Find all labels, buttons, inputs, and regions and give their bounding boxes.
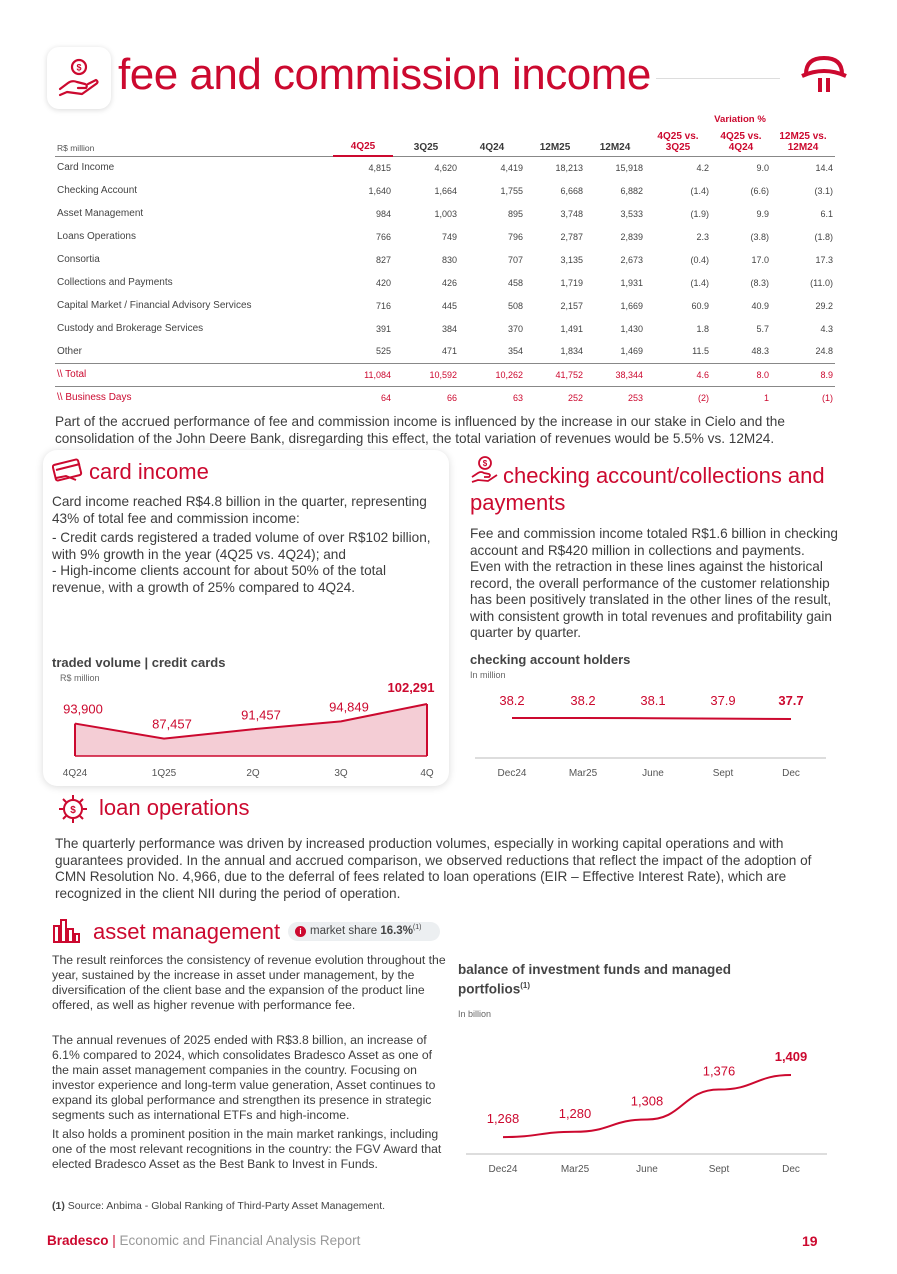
intro-text: Part of the accrued performance of fee and commission income is influenced by the increase in our stake in Cielo and the consolidation of the John Deere Bank, disregarding this effect, the total variation of revenues would be 5.5% vs. 12M24. bbox=[55, 414, 785, 446]
market-share-badge bbox=[288, 922, 440, 941]
table-cell: 6,668 bbox=[560, 185, 583, 196]
funds-chart-title-line1: balance of investment funds and managed bbox=[458, 962, 732, 977]
table-cell: 370 bbox=[507, 323, 523, 334]
table-row bbox=[55, 225, 835, 248]
checking-text: Fee and commission income totaled R$1.6 billion in checking account and R$420 million in collections and payments. Even with the retraction in these lines against the historical record, the overall performance of the customer relationship has been positively translated in the other lines of the result, with consistent growth in total revenues and profitability gain quarter by quarter. bbox=[470, 526, 838, 640]
loan-gear-icon bbox=[56, 793, 90, 825]
col-header: 4Q25 bbox=[333, 128, 393, 156]
table-cell: 471 bbox=[441, 346, 457, 357]
page-header bbox=[0, 0, 897, 110]
table-cell: 63 bbox=[512, 392, 523, 403]
table-cell: 1.8 bbox=[696, 323, 709, 334]
table-cell: 420 bbox=[375, 277, 391, 288]
svg-text:$: $ bbox=[482, 459, 488, 468]
col-header: 4Q25 vs. 4Q24 bbox=[711, 128, 771, 156]
footnote-mark: (1) bbox=[52, 1200, 65, 1212]
table-cell: 984 bbox=[375, 208, 391, 219]
table-cell: 716 bbox=[375, 300, 391, 311]
table-cell: 827 bbox=[375, 254, 391, 265]
asset-p3: It also holds a prominent position in the main market rankings, including one of the most relevant recognitions in the country: the FGV Award that elected Bradesco Asset as the Best Bank to Invest in Funds. bbox=[52, 1127, 442, 1171]
row-label: Collections and Payments bbox=[57, 277, 173, 288]
table-cell: (2) bbox=[698, 392, 709, 403]
table-cell: 4,815 bbox=[368, 163, 391, 173]
table-cell: 41,752 bbox=[525, 363, 585, 386]
table-cell: 6.1 bbox=[820, 208, 833, 219]
table-cell: 1 bbox=[763, 392, 769, 403]
page-number: 19 bbox=[802, 1233, 818, 1249]
table-cell: 4,419 bbox=[500, 162, 523, 173]
table-cell: 4.3 bbox=[820, 323, 833, 334]
table-cell: 10,262 bbox=[459, 363, 525, 386]
asset-p2: The annual revenues of 2025 ended with R$3.8 billion, an increase of 6.1% compared to 2024, which consolidates Bradesco Asset as one of the main asset management companies in the country. Focusing on investor experience and long-term value generation, Asset continues to expand its global performance and strengthen its presence in strategic segments such as international ETFs and high-income. bbox=[52, 1033, 436, 1122]
data-label: 38.2 bbox=[499, 693, 525, 708]
bradesco-logo-icon bbox=[800, 52, 848, 94]
table-cell: (1) bbox=[822, 392, 833, 403]
table-cell: 458 bbox=[507, 277, 523, 288]
table-cell: 1,669 bbox=[620, 300, 643, 311]
table-cell: 4.2 bbox=[696, 162, 709, 173]
row-label: Capital Market / Financial Advisory Services bbox=[57, 300, 252, 311]
table-row bbox=[55, 386, 835, 409]
col-header: 4Q24 bbox=[459, 128, 525, 156]
traded-volume-unit: R$ million bbox=[60, 673, 100, 683]
x-tick-label: Sept bbox=[712, 768, 734, 779]
row-label: \\ Business Days bbox=[57, 392, 132, 404]
table-cell: 3,135 bbox=[560, 254, 583, 265]
x-tick-label: 3Q bbox=[334, 768, 348, 779]
data-label: 87,457 bbox=[152, 716, 192, 732]
table-cell: 2,839 bbox=[620, 231, 643, 242]
svg-text:$: $ bbox=[70, 805, 76, 816]
data-label: 102,291 bbox=[387, 679, 435, 695]
table-cell: 9.0 bbox=[756, 162, 769, 173]
footnote bbox=[52, 1200, 385, 1212]
x-tick-label: June bbox=[636, 1164, 658, 1175]
table-row bbox=[55, 202, 835, 225]
row-label: Consortia bbox=[57, 254, 100, 265]
fee-commission-table bbox=[55, 110, 835, 409]
col-header: 12M24 bbox=[585, 128, 645, 156]
x-tick-label: 4Q24 bbox=[62, 768, 88, 779]
table-row bbox=[55, 363, 835, 386]
table-row bbox=[55, 156, 835, 179]
table-cell: 1,003 bbox=[434, 208, 457, 219]
table-cell: (3.1) bbox=[814, 185, 833, 196]
card-income-p3: - High-income clients account for about 50% of the total revenue, with a growth of 25% compared to 4Q24. bbox=[52, 563, 386, 595]
traded-volume-chart-title: traded volume | credit cards bbox=[52, 655, 226, 670]
table-cell: (11.0) bbox=[810, 277, 833, 288]
table-cell: 1,640 bbox=[368, 185, 391, 196]
table-row bbox=[55, 340, 835, 363]
x-tick-label: Dec bbox=[782, 1164, 800, 1175]
table-row bbox=[55, 317, 835, 340]
funds-chart-title-note: (1) bbox=[520, 981, 531, 990]
table-cell: 1,755 bbox=[500, 185, 523, 196]
data-label: 1,409 bbox=[774, 1049, 808, 1065]
table-cell: 796 bbox=[507, 231, 523, 242]
row-label: Asset Management bbox=[57, 208, 144, 219]
table-cell: 1,430 bbox=[620, 323, 643, 334]
x-tick-label: 2Q bbox=[246, 768, 260, 779]
table-cell: 1,491 bbox=[560, 323, 583, 334]
money-hand-icon bbox=[470, 455, 500, 485]
data-label: 37.9 bbox=[710, 693, 736, 708]
data-label: 1,280 bbox=[558, 1105, 592, 1121]
card-income-p2: - Credit cards registered a traded volume of over R$102 billion, with 9% growth in the year (4Q25 vs. 4Q24); and bbox=[52, 530, 431, 562]
data-label: 38.1 bbox=[640, 693, 666, 708]
table-cell: 354 bbox=[507, 346, 523, 357]
table-cell: 10,592 bbox=[393, 363, 459, 386]
table-cell: 66 bbox=[446, 392, 457, 403]
table-cell: 14.4 bbox=[815, 162, 833, 173]
table-cell: 40.9 bbox=[751, 300, 769, 311]
x-tick-label: June bbox=[642, 768, 664, 779]
table-cell: 830 bbox=[441, 254, 457, 265]
checking-holders-chart-title: checking account holders bbox=[470, 652, 631, 667]
col-header: 3Q25 bbox=[393, 128, 459, 156]
data-label: 1,268 bbox=[486, 1111, 520, 1127]
row-label: Custody and Brokerage Services bbox=[57, 323, 204, 334]
funds-chart-title-line2 bbox=[458, 981, 530, 997]
table-cell: 384 bbox=[441, 323, 457, 334]
table-cell: 2,673 bbox=[620, 254, 643, 265]
table-cell: 17.3 bbox=[815, 254, 833, 265]
table-cell: 60.9 bbox=[691, 300, 709, 311]
row-label: \\ Total bbox=[55, 363, 333, 386]
fee-hand-icon bbox=[47, 47, 111, 109]
table-row bbox=[55, 294, 835, 317]
unit-label: R$ million bbox=[55, 128, 333, 156]
x-tick-label: Mar25 bbox=[568, 768, 598, 779]
x-tick-label: Dec bbox=[782, 768, 800, 779]
table-cell: 2,157 bbox=[560, 300, 583, 311]
table-cell: 1,719 bbox=[560, 277, 583, 288]
data-label: 93,900 bbox=[63, 701, 103, 717]
funds-chart-unit: In billion bbox=[458, 1009, 492, 1019]
info-icon: i bbox=[295, 926, 306, 937]
loan-title: loan operations bbox=[99, 795, 250, 820]
footer-brand-name: Bradesco bbox=[47, 1233, 109, 1248]
x-tick-label: Dec24 bbox=[497, 768, 527, 779]
title-divider bbox=[656, 78, 780, 79]
series-line bbox=[512, 718, 791, 719]
table-cell: 445 bbox=[441, 300, 457, 311]
table-cell: 766 bbox=[375, 231, 391, 242]
table-cell: (6.6) bbox=[750, 185, 769, 196]
funds-chart bbox=[458, 1030, 833, 1178]
table-cell: (1.4) bbox=[690, 277, 709, 288]
table-cell: 2.3 bbox=[696, 231, 709, 242]
x-tick-label: Mar25 bbox=[560, 1164, 590, 1175]
table-cell: 6,882 bbox=[620, 185, 643, 196]
table-cell: 1,664 bbox=[434, 185, 457, 196]
page-title: fee and commission income bbox=[118, 50, 651, 99]
table-cell: 38,344 bbox=[585, 363, 645, 386]
table-cell: 5.7 bbox=[756, 323, 769, 334]
table-cell: 895 bbox=[507, 208, 523, 219]
row-label: Loans Operations bbox=[57, 231, 136, 242]
row-label: Checking Account bbox=[57, 185, 138, 196]
asset-p1: The result reinforces the consistency of revenue evolution throughout the year, sustained by the increase in asset under management, by the diversification of the client base and the expansion of the product line offered, as well as higher revenue with performance fee. bbox=[52, 953, 446, 1012]
table-cell: 8.0 bbox=[711, 363, 771, 386]
table-cell: 8.9 bbox=[771, 363, 835, 386]
footer-separator: | bbox=[108, 1233, 120, 1248]
col-header: 4Q25 vs. 3Q25 bbox=[645, 128, 711, 156]
funds-chart-title-line2-text: portfolios bbox=[458, 981, 521, 997]
table-cell: 64 bbox=[380, 392, 391, 403]
checking-title-line2: payments bbox=[470, 490, 566, 515]
table-cell: 2,787 bbox=[560, 231, 583, 242]
table-cell: (3.8) bbox=[750, 231, 769, 242]
x-tick-label: Dec24 bbox=[488, 1164, 518, 1175]
x-tick-label: 4Q bbox=[420, 768, 434, 779]
table-cell: (1.4) bbox=[690, 185, 709, 196]
table-cell: 15,918 bbox=[615, 162, 643, 173]
table-cell: 525 bbox=[375, 346, 391, 357]
table-cell: 17.0 bbox=[751, 254, 769, 265]
table-cell: 1,931 bbox=[620, 277, 643, 288]
table-cell: 426 bbox=[441, 277, 457, 288]
table-cell: 11,084 bbox=[333, 363, 393, 386]
table-cell: (0.4) bbox=[690, 254, 709, 265]
col-header: 12M25 vs. 12M24 bbox=[771, 128, 835, 156]
table-cell: 29.2 bbox=[815, 300, 833, 311]
table-cell: 18,213 bbox=[555, 162, 583, 173]
table-cell: 391 bbox=[375, 323, 391, 334]
row-label: Other bbox=[57, 345, 83, 357]
table-cell: 4,620 bbox=[434, 162, 457, 173]
checking-holders-chart bbox=[470, 680, 830, 785]
x-tick-label: 1Q25 bbox=[151, 768, 177, 779]
card-income-title: card income bbox=[89, 459, 209, 484]
table-cell: 707 bbox=[507, 254, 523, 265]
badge-value: 16.3% bbox=[380, 924, 413, 937]
table-cell: 24.8 bbox=[815, 346, 833, 357]
x-tick-label: Sept bbox=[708, 1164, 730, 1175]
variation-header: Variation % bbox=[714, 113, 766, 125]
table-cell: (1.9) bbox=[690, 208, 709, 219]
data-label: 37.7 bbox=[778, 693, 804, 708]
traded-volume-chart bbox=[52, 672, 442, 782]
svg-text:$: $ bbox=[76, 62, 82, 73]
table-cell: (1.8) bbox=[814, 231, 833, 242]
asset-title: asset management bbox=[93, 919, 281, 944]
table-body bbox=[55, 156, 835, 409]
table-cell: 3,533 bbox=[620, 208, 643, 219]
table-cell: 4.6 bbox=[645, 363, 711, 386]
loan-text: The quarterly performance was driven by increased production volumes, especially in working capital operations and with guarantees provided. In the annual and accrued comparison, we observed reductions that reflect the impact of the adoption of CMN Resolution No. 4,966, due to the deferral of fees related to loan operations (EIR – Effective Interest Rate), which are recognized in the client NII during the period of operation. bbox=[55, 836, 812, 901]
table-cell: 1,469 bbox=[620, 346, 643, 357]
table-cell: 3,748 bbox=[560, 208, 583, 219]
data-label: 1,376 bbox=[702, 1063, 736, 1079]
table-cell: 508 bbox=[507, 300, 523, 311]
footnote-text: Source: Anbima - Global Ranking of Third-Party Asset Management. bbox=[64, 1200, 386, 1212]
table-cell: 749 bbox=[441, 231, 457, 242]
table-cell: 1,834 bbox=[560, 346, 583, 357]
table-row bbox=[55, 248, 835, 271]
badge-note: (1) bbox=[412, 924, 422, 931]
data-label: 38.2 bbox=[570, 693, 596, 708]
col-header: 12M25 bbox=[525, 128, 585, 156]
table-cell: (8.3) bbox=[750, 277, 769, 288]
checking-title-line1: checking account/collections and bbox=[503, 463, 825, 488]
table-cell: 253 bbox=[627, 392, 643, 403]
data-label: 1,308 bbox=[630, 1093, 664, 1109]
checking-holders-unit: In million bbox=[470, 670, 506, 680]
data-label: 94,849 bbox=[329, 699, 369, 715]
table-cell: 11.5 bbox=[692, 346, 709, 357]
table-cell: 48.3 bbox=[751, 346, 769, 357]
badge-prefix: market share bbox=[310, 924, 381, 937]
table-cell: 252 bbox=[567, 392, 583, 403]
card-income-p1: Card income reached R$4.8 billion in the quarter, representing 43% of total fee and commission income: bbox=[52, 494, 427, 526]
data-label: 91,457 bbox=[241, 707, 281, 723]
table-row bbox=[55, 271, 835, 294]
footer-report-title: Economic and Financial Analysis Report bbox=[119, 1233, 361, 1248]
bar-chart-icon bbox=[52, 918, 82, 944]
table-cell: 9.9 bbox=[756, 208, 769, 219]
table-row bbox=[55, 179, 835, 202]
table-header-row bbox=[55, 128, 835, 156]
row-label: Card Income bbox=[57, 162, 115, 174]
footer-brand bbox=[47, 1233, 360, 1248]
credit-card-icon bbox=[52, 456, 86, 482]
